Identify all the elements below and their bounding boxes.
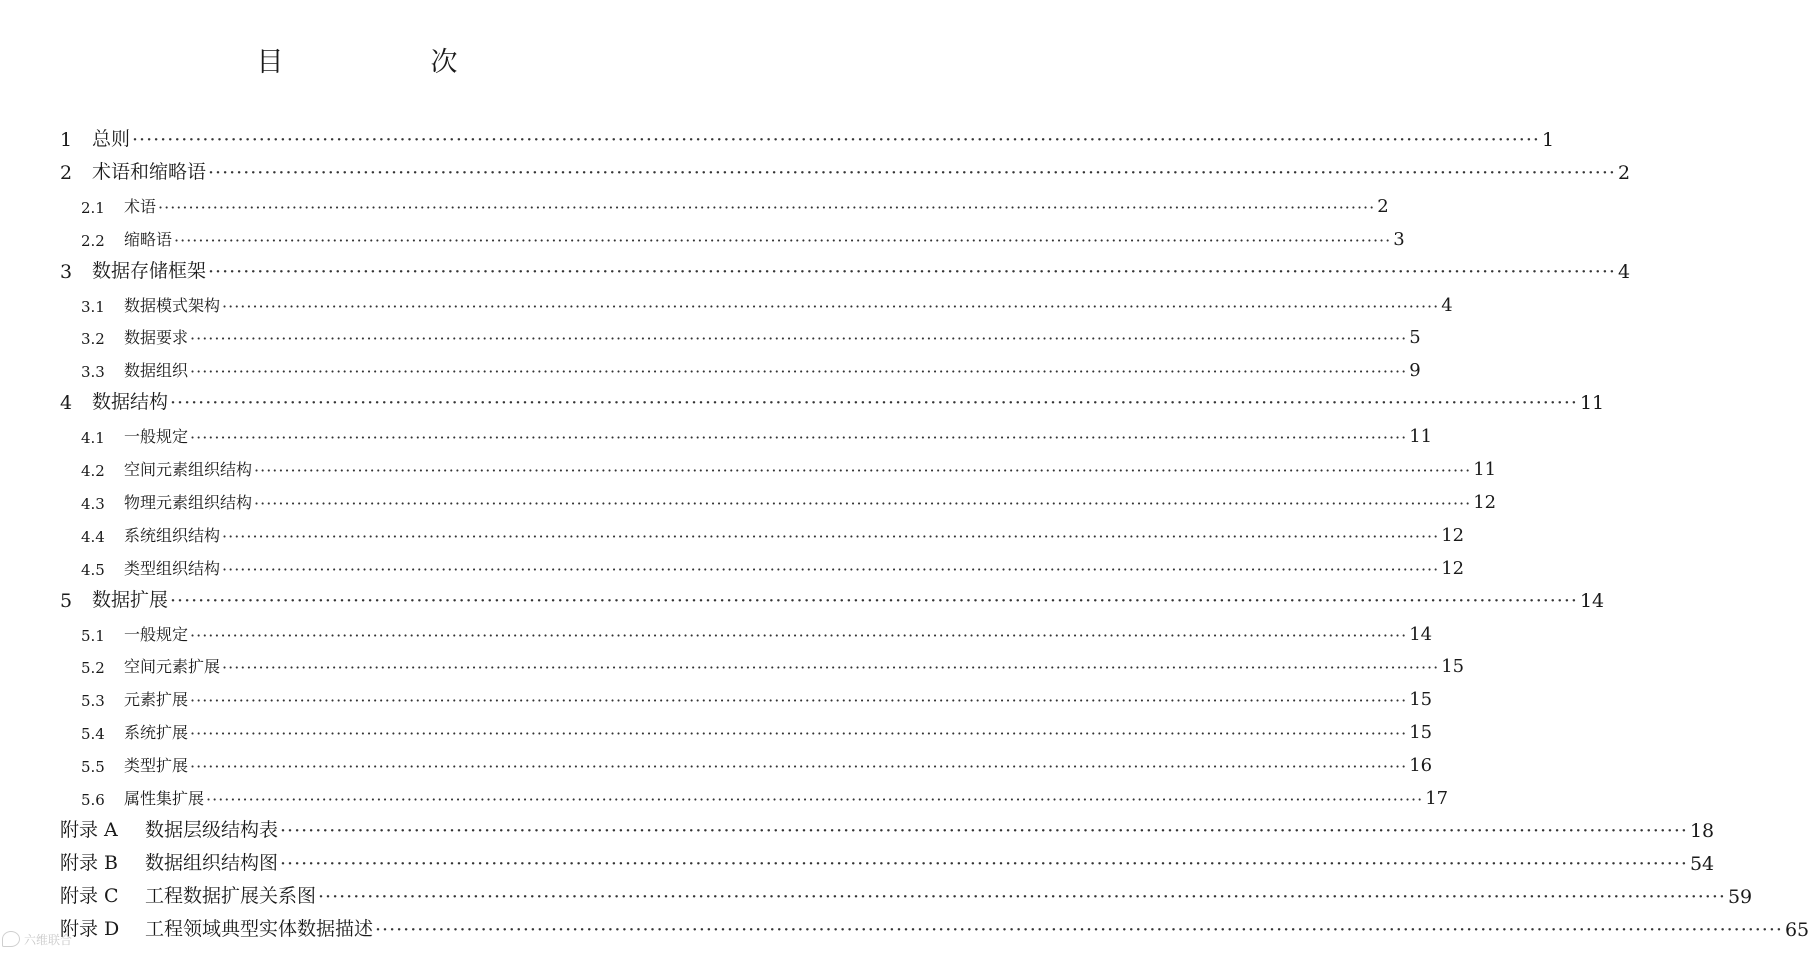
toc-leader-dots: ········································································································································································································	[190, 362, 1408, 382]
toc-entry-page: 14	[1409, 623, 1433, 645]
toc-entry-page: 65	[1784, 918, 1809, 941]
toc-entry[interactable]	[0, 514, 1465, 546]
toc-leader-dots: ········································································································································································································	[280, 852, 1688, 875]
toc-entry-number: 附录 C	[60, 884, 119, 907]
toc-entry-label: 系统组织结构	[124, 525, 221, 545]
toc-entry-page: 17	[1425, 788, 1449, 809]
toc-entry-page: 18	[1689, 819, 1715, 842]
toc-entry-page: 4	[1441, 294, 1453, 316]
toc-leader-dots: ········································································································································································································	[375, 918, 1783, 941]
toc-entry-number: 4.5	[81, 560, 105, 579]
toc-entry-number: 3.2	[81, 330, 105, 349]
toc-entry-label: 数据要求	[124, 328, 189, 348]
toc-entry-number: 4.3	[81, 494, 105, 513]
toc-entry-number: 3.3	[81, 363, 105, 382]
toc-entry-label: 一般规定	[124, 624, 189, 644]
toc-entry-number: 1	[60, 129, 73, 151]
toc-entry[interactable]	[0, 218, 1405, 250]
toc-entry-page: 16	[1409, 755, 1433, 777]
toc-entry-label: 系统扩展	[124, 723, 189, 743]
toc-entry-label: 数据扩展	[92, 588, 169, 611]
toc-leader-dots: ········································································································································································································	[170, 392, 1578, 415]
toc-entry-label: 元素扩展	[124, 690, 189, 710]
watermark	[2, 928, 112, 950]
toc-entry-number: 5.3	[81, 692, 105, 711]
toc-entry[interactable]	[0, 316, 1421, 349]
toc-leader-dots: ········································································································································································································	[222, 526, 1440, 546]
toc-entry-label: 数据模式架构	[124, 295, 221, 315]
toc-entry-number: 5.5	[81, 758, 105, 777]
toc-entry[interactable]	[0, 580, 1605, 612]
toc-entry-number: 5	[60, 589, 73, 612]
toc-entry[interactable]	[0, 415, 1433, 448]
toc-entry-label: 数据层级结构表	[145, 818, 279, 841]
toc-entry-label: 数据组织	[124, 361, 189, 381]
toc-leader-dots: ········································································································································································································	[318, 885, 1726, 908]
toc-entry[interactable]	[0, 843, 1715, 875]
toc-entry-page: 11	[1409, 426, 1433, 448]
toc-entry[interactable]	[0, 645, 1465, 678]
toc-entry-page: 2	[1617, 161, 1631, 184]
toc-leader-dots: ········································································································································································································	[170, 589, 1578, 612]
toc-entry[interactable]	[0, 547, 1465, 579]
toc-leader-dots: ········································································································································································································	[190, 329, 1408, 349]
toc-leader-dots: ········································································································································································································	[254, 493, 1472, 513]
toc-entry-label: 术语和缩略语	[92, 160, 207, 183]
toc-entry-number: 2	[60, 161, 73, 184]
toc-entry-page: 12	[1441, 557, 1465, 579]
toc-entry[interactable]	[0, 777, 1449, 809]
toc-entry-page: 59	[1727, 885, 1753, 908]
toc-entry-number: 附录 A	[60, 818, 118, 841]
toc-entry-label: 工程领域典型实体数据描述	[145, 917, 374, 940]
toc-entry[interactable]	[0, 251, 1631, 283]
toc-leader-dots: ········································································································································································································	[190, 428, 1408, 448]
toc-entry-label: 数据组织结构图	[145, 851, 279, 874]
toc-entry[interactable]	[0, 152, 1631, 184]
toc-entry-number: 附录 B	[60, 851, 119, 874]
toc-entry-number: 5.6	[81, 791, 105, 809]
toc-entry-label: 术语	[124, 196, 157, 216]
toc-entry[interactable]	[0, 119, 1555, 151]
toc-entry-page: 14	[1579, 589, 1605, 612]
toc-entry-number: 5.4	[81, 725, 105, 744]
toc-entry-page: 4	[1617, 260, 1631, 283]
toc-entry-label: 类型扩展	[124, 756, 189, 776]
toc-entry-page: 5	[1409, 327, 1421, 349]
toc-entry[interactable]	[0, 481, 1497, 513]
toc-entry[interactable]	[0, 349, 1421, 382]
toc-leader-dots: ········································································································································································································	[206, 790, 1424, 809]
toc-entry-page: 11	[1579, 392, 1605, 415]
toc-entry[interactable]	[0, 448, 1497, 480]
toc-entry[interactable]	[0, 711, 1433, 744]
toc-entry-page: 11	[1473, 459, 1497, 480]
toc-leader-dots: ········································································································································································································	[132, 129, 1540, 151]
toc-entry-page: 12	[1441, 524, 1465, 546]
toc-entry-page: 15	[1441, 656, 1465, 678]
toc-entry[interactable]	[0, 810, 1715, 842]
toc-entry-number: 3.1	[81, 297, 105, 316]
toc-entry-number: 2.1	[81, 198, 105, 217]
toc-entry-number: 2.2	[81, 231, 105, 250]
toc-entry-number: 4.1	[81, 429, 105, 448]
toc-entry-label: 空间元素组织结构	[124, 460, 253, 479]
watermark-text: 六维联合	[24, 932, 73, 947]
toc-leader-dots: ········································································································································································································	[208, 161, 1616, 184]
toc-leader-dots: ········································································································································································································	[158, 197, 1376, 217]
toc-entry-label: 一般规定	[124, 427, 189, 447]
toc-entry[interactable]	[0, 382, 1605, 415]
toc-entry-page: 15	[1409, 722, 1433, 744]
toc-entry-number: 附录 D	[60, 917, 120, 940]
toc-entry[interactable]	[0, 678, 1433, 711]
toc-entry-page: 9	[1409, 360, 1421, 382]
toc-entry-number: 4	[60, 392, 73, 415]
toc-entry-label: 数据存储框架	[92, 259, 207, 282]
toc-entry[interactable]	[0, 744, 1433, 777]
toc-entry-label: 缩略语	[124, 229, 173, 249]
toc-entry-page: 15	[1409, 689, 1433, 711]
toc-entry-label: 数据结构	[92, 391, 169, 414]
toc-entry[interactable]	[0, 613, 1433, 645]
toc-entry[interactable]	[0, 185, 1389, 217]
toc-entry-number: 3	[60, 260, 73, 283]
toc-entry-label: 类型组织结构	[124, 558, 221, 578]
toc-entry-label: 总则	[92, 128, 131, 150]
toc-leader-dots: ········································································································································································································	[190, 757, 1408, 777]
toc-entry[interactable]	[0, 284, 1453, 316]
toc-entry-number: 4.2	[81, 462, 105, 480]
toc-entry-number: 5.2	[81, 659, 105, 678]
toc-entry-page: 2	[1377, 195, 1389, 217]
toc-entry-number: 5.1	[81, 626, 105, 645]
toc-entry-page: 3	[1393, 228, 1405, 250]
toc-leader-dots: ········································································································································································································	[222, 559, 1440, 579]
toc-entry-page: 1	[1541, 129, 1555, 151]
toc-leader-dots: ········································································································································································································	[222, 296, 1440, 316]
toc-entry-label: 属性集扩展	[124, 789, 205, 808]
toc-leader-dots: ········································································································································································································	[190, 691, 1408, 711]
toc-entry-number: 4.4	[81, 527, 105, 546]
toc-leader-dots: ········································································································································································································	[208, 260, 1616, 283]
toc-leader-dots: ········································································································································································································	[190, 625, 1408, 645]
toc-entry-label: 空间元素扩展	[124, 657, 221, 677]
toc-entry-label: 工程数据扩展关系图	[145, 884, 317, 907]
toc-leader-dots: ········································································································································································································	[280, 819, 1688, 842]
toc-entry[interactable]	[0, 876, 1753, 908]
toc-leader-dots: ········································································································································································································	[174, 230, 1392, 250]
toc-entry-label: 物理元素组织结构	[124, 492, 253, 512]
toc-leader-dots: ········································································································································································································	[190, 724, 1408, 744]
page-title: 目 次	[256, 47, 518, 78]
watermark-logo-icon	[2, 931, 20, 947]
toc-leader-dots: ········································································································································································································	[222, 658, 1440, 678]
toc-entry-page: 54	[1689, 852, 1715, 875]
toc-entry-page: 12	[1473, 491, 1497, 513]
toc-leader-dots: ········································································································································································································	[254, 461, 1472, 480]
